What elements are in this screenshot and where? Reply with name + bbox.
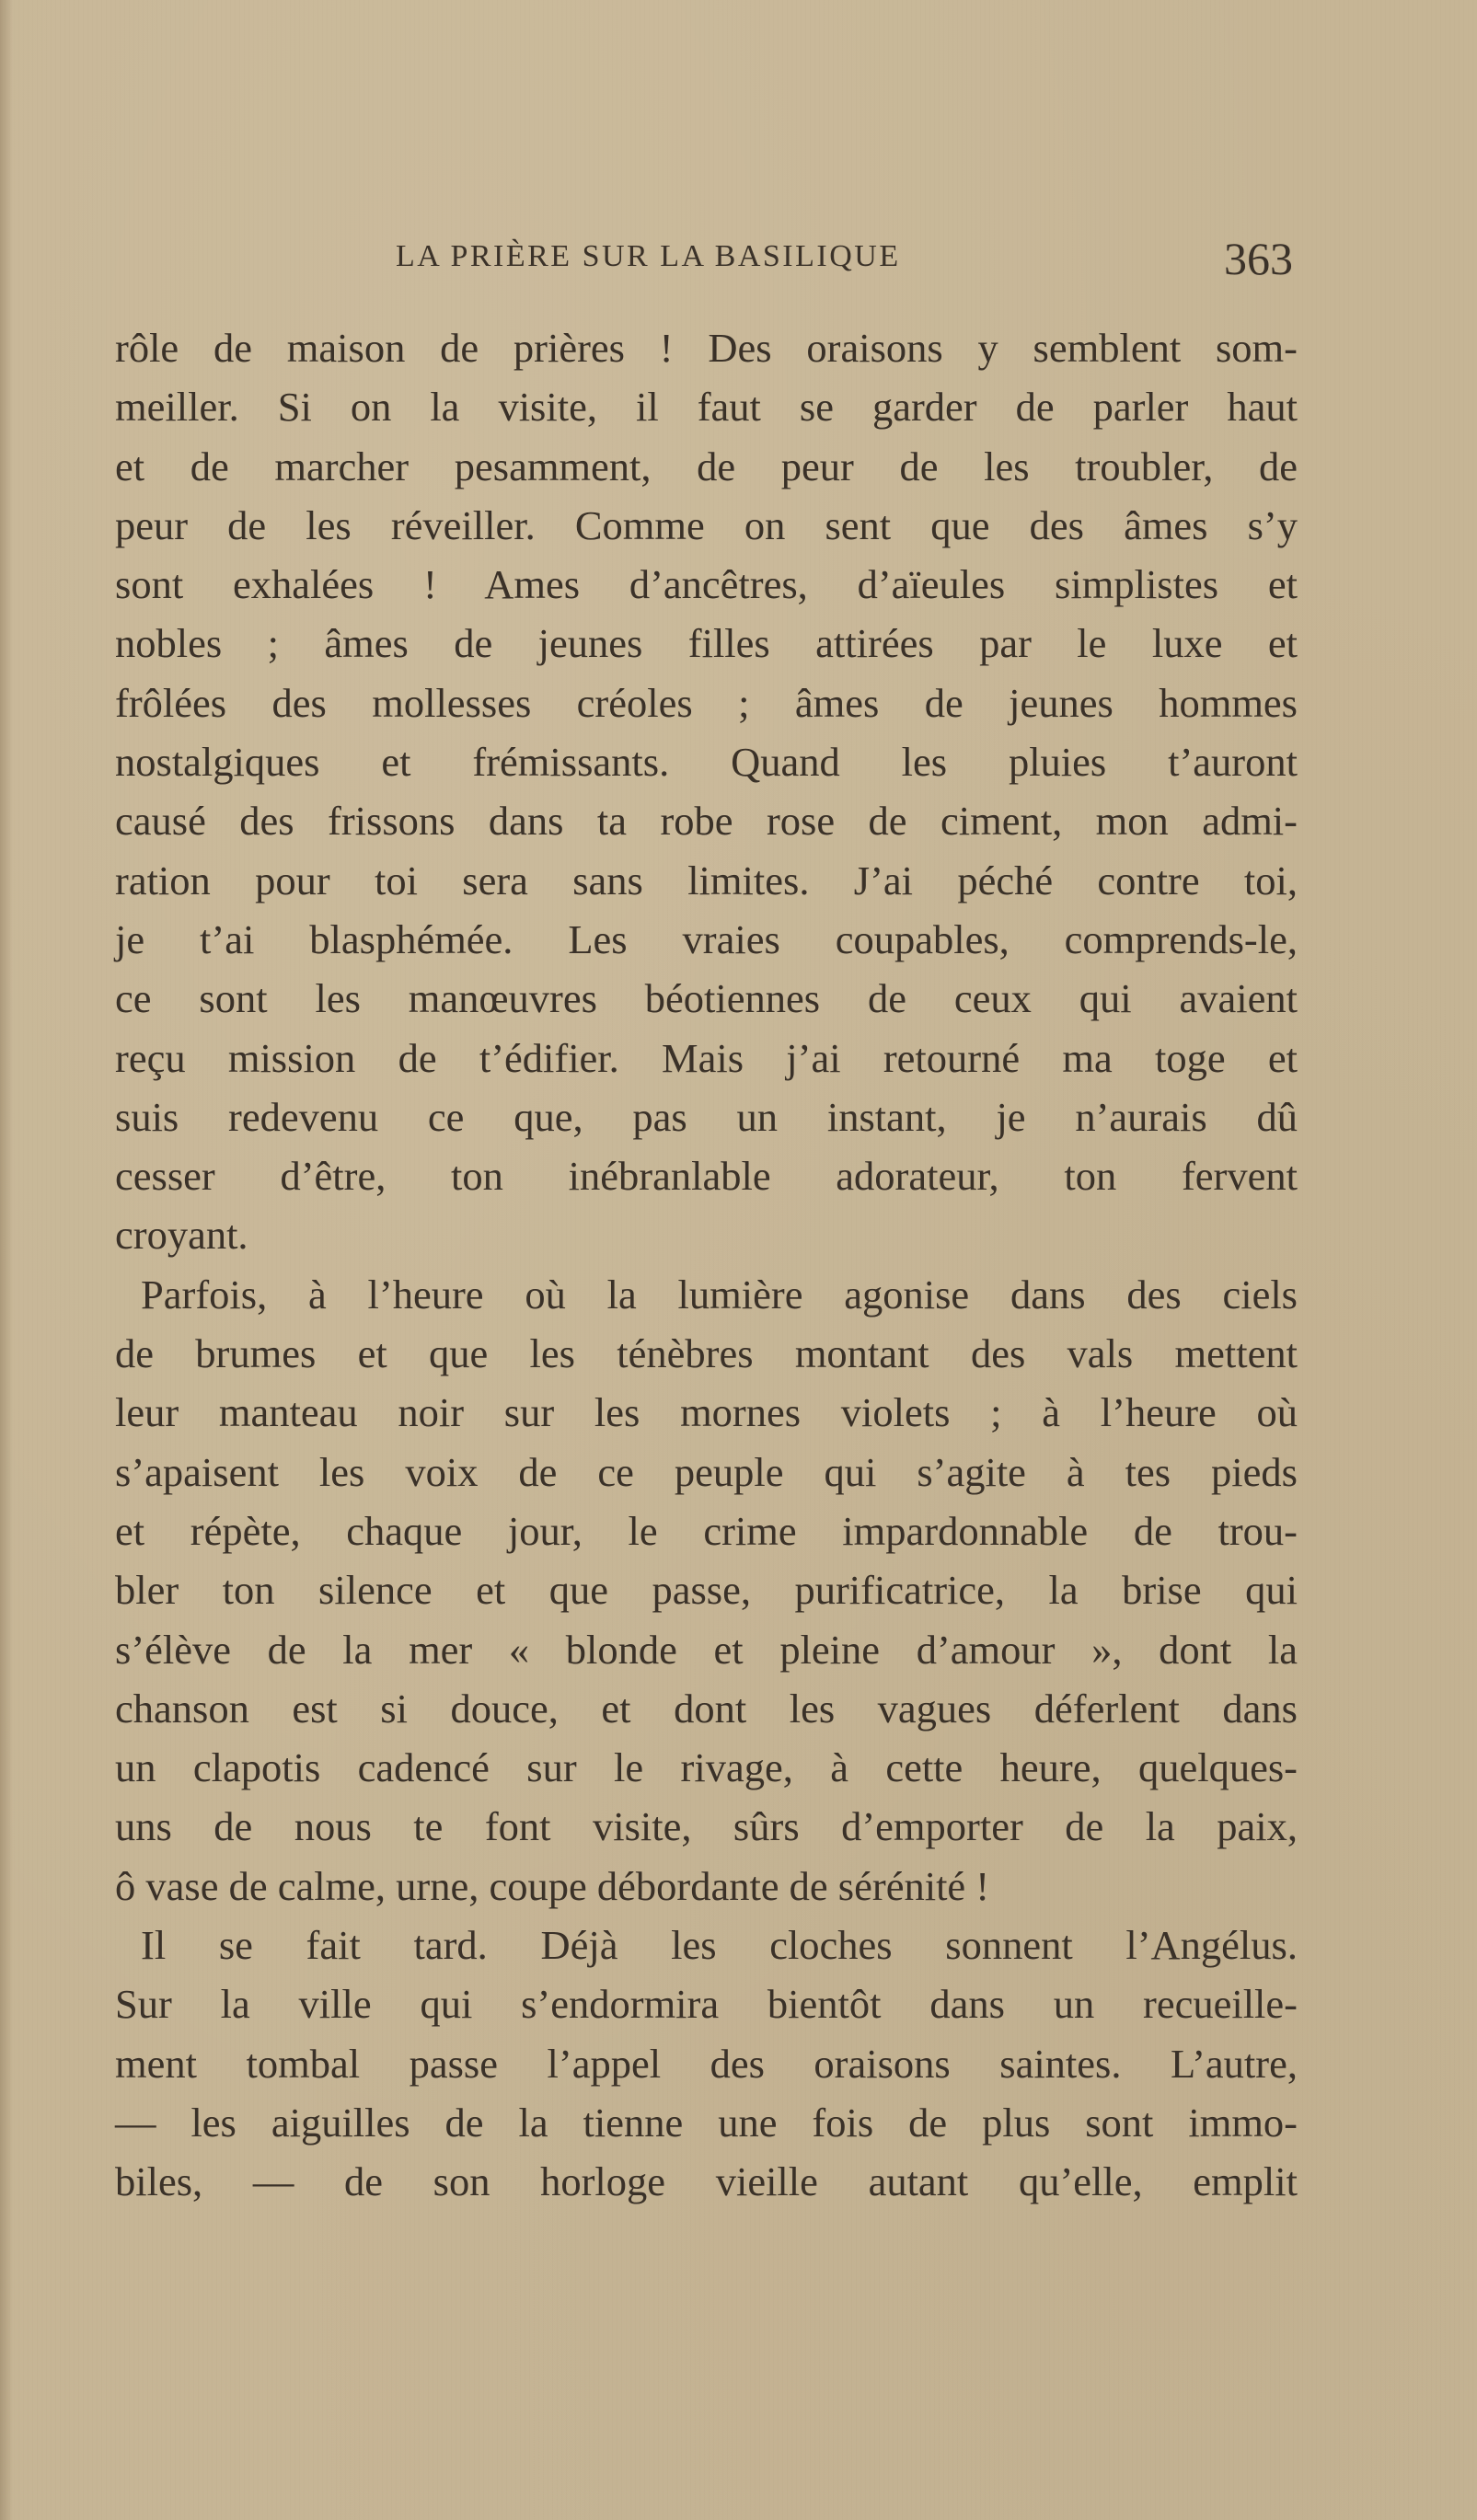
text-line: nobles ; âmes de jeunes filles attirées par le luxe et xyxy=(115,620,1298,667)
text-line: ment tombal passe l’appel des oraisons saintes. L’autre, xyxy=(115,2040,1298,2087)
paragraph-start-line: Il se fait tard. Déjà les cloches sonnent l’Angélus. xyxy=(141,1922,1298,1969)
text-line: sont exhalées ! Ames d’ancêtres, d’aïeules simplistes et xyxy=(115,561,1298,608)
paragraph-end-line: ô vase de calme, urne, coupe débordante de sérénité ! xyxy=(115,1862,990,1909)
page-edge-shadow xyxy=(0,0,13,2520)
text-line: suis redevenu ce que, pas un instant, je n’aurais dû xyxy=(115,1093,1298,1140)
text-line: rôle de maison de prières ! Des oraisons y semblent som- xyxy=(115,325,1298,371)
text-line: je t’ai blasphémée. Les vraies coupables, comprends-le, xyxy=(115,915,1298,962)
text-line: meiller. Si on la visite, il faut se garder de parler haut xyxy=(115,384,1298,431)
text-line: et de marcher pesamment, de peur de les troubler, de xyxy=(115,443,1298,489)
page-number: 363 xyxy=(1224,233,1293,284)
text-line: un clapotis cadencé sur le rivage, à cette heure, quelques- xyxy=(115,1744,1298,1791)
book-page xyxy=(115,230,1298,2212)
text-line: biles, — de son horloge vieille autant qu’elle, emplit xyxy=(115,2158,1298,2205)
text-line: s’apaisent les voix de ce peuple qui s’agite à tes pieds xyxy=(115,1448,1298,1495)
text-line: nostalgiques et frémissants. Quand les pluies t’auront xyxy=(115,739,1298,786)
running-head xyxy=(115,230,1298,294)
paragraph-end-line: croyant. xyxy=(115,1212,248,1259)
text-line: bler ton silence et que passe, purificatrice, la brise qui xyxy=(115,1567,1298,1614)
text-line: et répète, chaque jour, le crime impardonnable de trou- xyxy=(115,1507,1298,1554)
text-line: Sur la ville qui s’endormira bientôt dans un recueille- xyxy=(115,1981,1298,2028)
text-line: reçu mission de t’édifier. Mais j’ai retourné ma toge et xyxy=(115,1034,1298,1081)
text-line: causé des frissons dans ta robe rose de ciment, mon admi- xyxy=(115,798,1298,845)
text-line: chanson est si douce, et dont les vagues déferlent dans xyxy=(115,1685,1298,1732)
text-line: uns de nous te font visite, sûrs d’emporter de la paix, xyxy=(115,1803,1298,1850)
text-line: s’élève de la mer « blonde et pleine d’amour », dont la xyxy=(115,1626,1298,1673)
body-text xyxy=(115,318,1298,2212)
text-line: ration pour toi sera sans limites. J’ai péché contre toi, xyxy=(115,857,1298,903)
running-title: LA PRIÈRE SUR LA BASILIQUE xyxy=(396,239,901,273)
text-line: de brumes et que les ténèbres montant des vals mettent xyxy=(115,1330,1298,1377)
text-line: frôlées des mollesses créoles ; âmes de jeunes hommes xyxy=(115,679,1298,726)
text-line: ce sont les manœuvres béotiennes de ceux qui avaient xyxy=(115,975,1298,1022)
text-line: peur de les réveiller. Comme on sent que des âmes s’y xyxy=(115,501,1298,548)
text-line: leur manteau noir sur les mornes violets ; à l’heure où xyxy=(115,1389,1298,1436)
text-line: cesser d’être, ton inébranlable adorateur, ton fervent xyxy=(115,1153,1298,1200)
text-line: — les aiguilles de la tienne une fois de plus sont immo- xyxy=(115,2099,1298,2146)
paragraph-start-line: Parfois, à l’heure où la lumière agonise dans des ciels xyxy=(141,1271,1298,1318)
